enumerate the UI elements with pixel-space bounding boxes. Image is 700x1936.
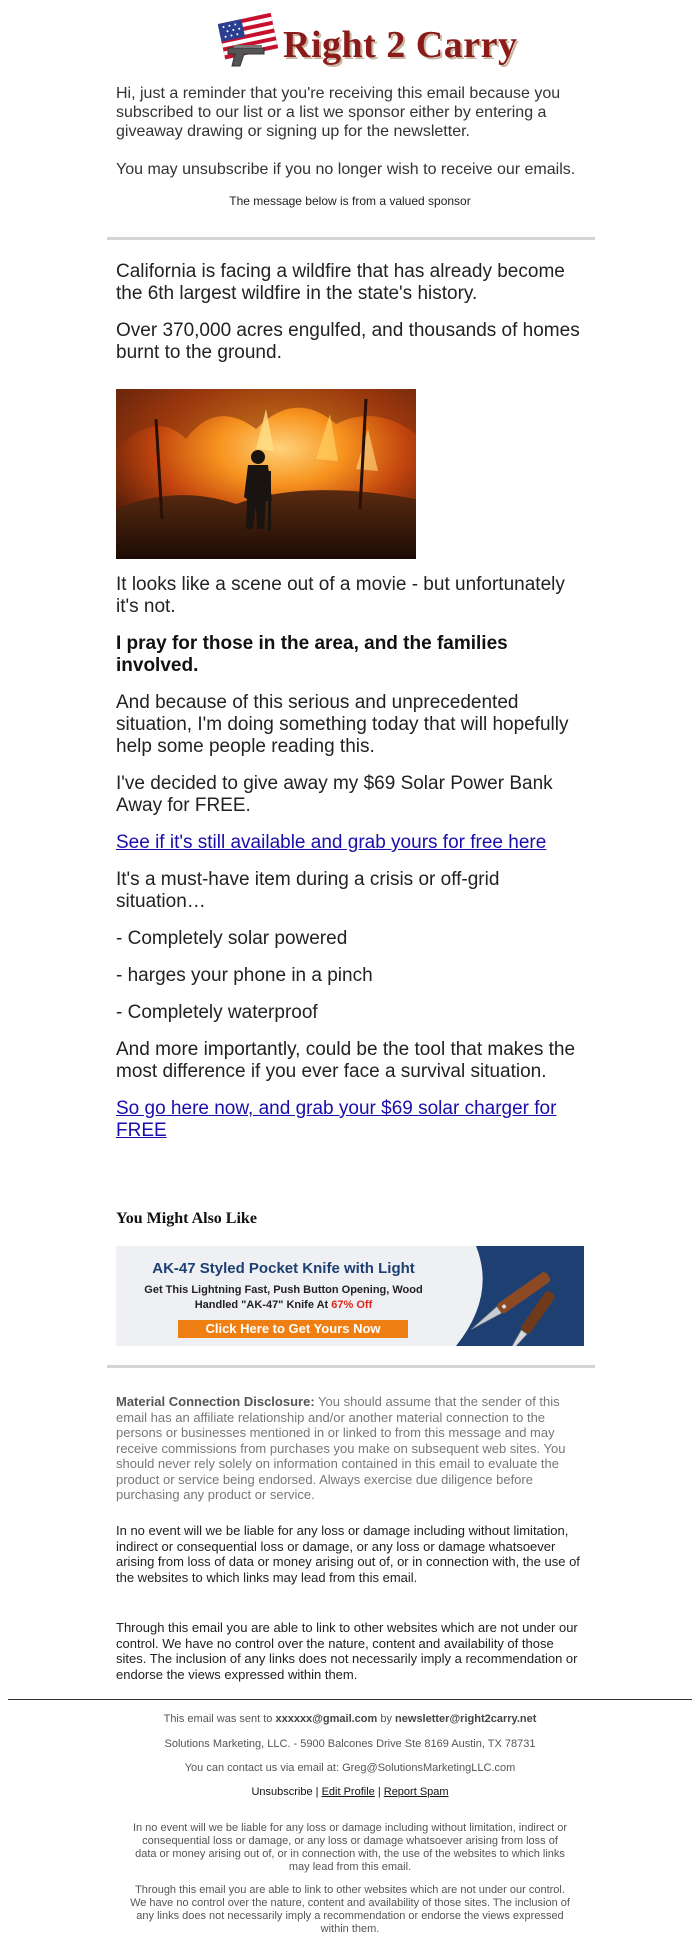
message-paragraph: Over 370,000 acres engulfed, and thousands of homes burnt to the ground.: [116, 320, 580, 363]
disclosure-label: Material Connection Disclosure:: [116, 1394, 315, 1409]
banner-subtitle-prefix: Handled "AK-47" Knife At: [194, 1299, 332, 1311]
disclosure-text: You should assume that the sender of this email has an affiliate relationship and/or another material connection to the persons or businesses mentioned in or linked to from this message and may receive commissions from purchases you make on subsequent web sites. You should never rely solely on information contained in this email to evaluate the product or service being endorsed. Always exercise due diligence before purchasing any product or service.: [116, 1394, 566, 1502]
sent-by: by: [377, 1713, 396, 1725]
message-paragraph: California is facing a wildfire that has already become the 6th largest wildfire in the state's history.: [116, 261, 565, 304]
feature-bullet: - harges your phone in a pinch: [116, 965, 373, 986]
offer-link[interactable]: See if it's still available and grab yours for free here: [116, 832, 547, 853]
banner-cta-button[interactable]: Click Here to Get Yours Now: [178, 1320, 408, 1338]
knife-ad-banner[interactable]: [116, 1246, 584, 1346]
flag-pistol-icon: [218, 12, 280, 70]
wildfire-photo: [116, 389, 416, 559]
divider: [107, 1365, 595, 1368]
footer-links-note: Through this email you are able to link to other websites which are not under our control. We have no control over the nature, content and availability of those sites. The inclusion of any links does not necessarily imply a recommendation or endorse the views expressed within them.: [130, 1884, 570, 1935]
report-spam-link[interactable]: Report Spam: [383, 1786, 449, 1798]
message-paragraph: It's a must-have item during a crisis or off-grid situation…: [116, 869, 500, 912]
message-paragraph: And because of this serious and unprecedented situation, I'm doing something today that will hopefully help some people reading this.: [116, 692, 569, 757]
message-paragraph: It looks like a scene out of a movie - but unfortunately it's not.: [116, 574, 565, 617]
contact-line: You can contact us via email at: Greg@SolutionsMarketingLLC.com: [184, 1762, 516, 1774]
feature-bullet: - Completely waterproof: [116, 1002, 318, 1023]
edit-profile-link[interactable]: Edit Profile: [321, 1786, 375, 1798]
knife-icon: [456, 1246, 584, 1346]
message-paragraph: And more importantly, could be the tool that makes the most difference if you ever face a survival situation.: [116, 1039, 576, 1082]
sender-email: newsletter@right2carry.net: [395, 1713, 537, 1725]
divider: [107, 237, 595, 240]
message-paragraph: I've decided to give away my $69 Solar Power Bank Away for FREE.: [116, 773, 553, 816]
prayer-text: I pray for those in the area, and the families involved.: [116, 633, 508, 676]
feature-bullet: - Completely solar powered: [116, 928, 348, 949]
separator: |: [312, 1786, 322, 1798]
reminder-text: Hi, just a reminder that you're receiving this email because you subscribed to our list or a list we sponsor either by entering a giveaway drawing or signing up for the newsletter.: [116, 85, 561, 140]
charger-link[interactable]: So go here now, and grab your $69 solar charger for FREE: [116, 1098, 557, 1141]
material-disclosure: [116, 1394, 584, 1503]
intro-section: [116, 84, 584, 198]
unsubscribe-link[interactable]: Unsubscribe: [251, 1786, 313, 1798]
postal-address: Solutions Marketing, LLC. - 5900 Balcones Drive Ste 8169 Austin, TX 78731: [164, 1738, 536, 1750]
logo-text: Right 2 Carry: [283, 24, 518, 66]
sent-to-line: [130, 1713, 570, 1726]
sponsor-note: The message below is from a valued sponsor: [229, 194, 471, 208]
banner-subtitle-2: [116, 1299, 451, 1311]
footer-links: [130, 1786, 570, 1799]
footer-divider: [8, 1699, 692, 1700]
footer-liability: In no event will we be liable for any loss or damage including without limitation, indirect or consequential loss or damage, or any loss or damage whatsoever arising from loss of data or money arising out of, or in connection with, the use of the websites to which links may lead from this email.: [132, 1822, 568, 1873]
separator: |: [374, 1786, 384, 1798]
links-note: Through this email you are able to link to other websites which are not under our control. We have no control over the nature, content and availability of those sites. The inclusion of any links does not necessarily imply a recommendation or endorse the views expressed within them.: [116, 1620, 578, 1682]
banner-subtitle: Get This Lightning Fast, Push Button Opening, Wood: [144, 1284, 423, 1296]
banner-title: AK-47 Styled Pocket Knife with Light: [152, 1260, 415, 1277]
logo: [0, 10, 700, 72]
liability-text: In no event will we be liable for any loss or damage including without limitation, indirect or consequential loss or damage, or any loss or damage whatsoever arising from loss of data or money arising out of, or in connection with, the use of the websites to which links may lead from this email.: [116, 1523, 580, 1585]
unsubscribe-note: You may unsubscribe if you no longer wish to receive our emails.: [116, 161, 576, 178]
banner-discount: 67% Off: [331, 1299, 373, 1311]
sent-prefix: This email was sent to: [163, 1713, 276, 1725]
you-might-also-like-heading: You Might Also Like: [116, 1210, 257, 1227]
recipient-email: xxxxxx@gmail.com: [275, 1713, 378, 1725]
